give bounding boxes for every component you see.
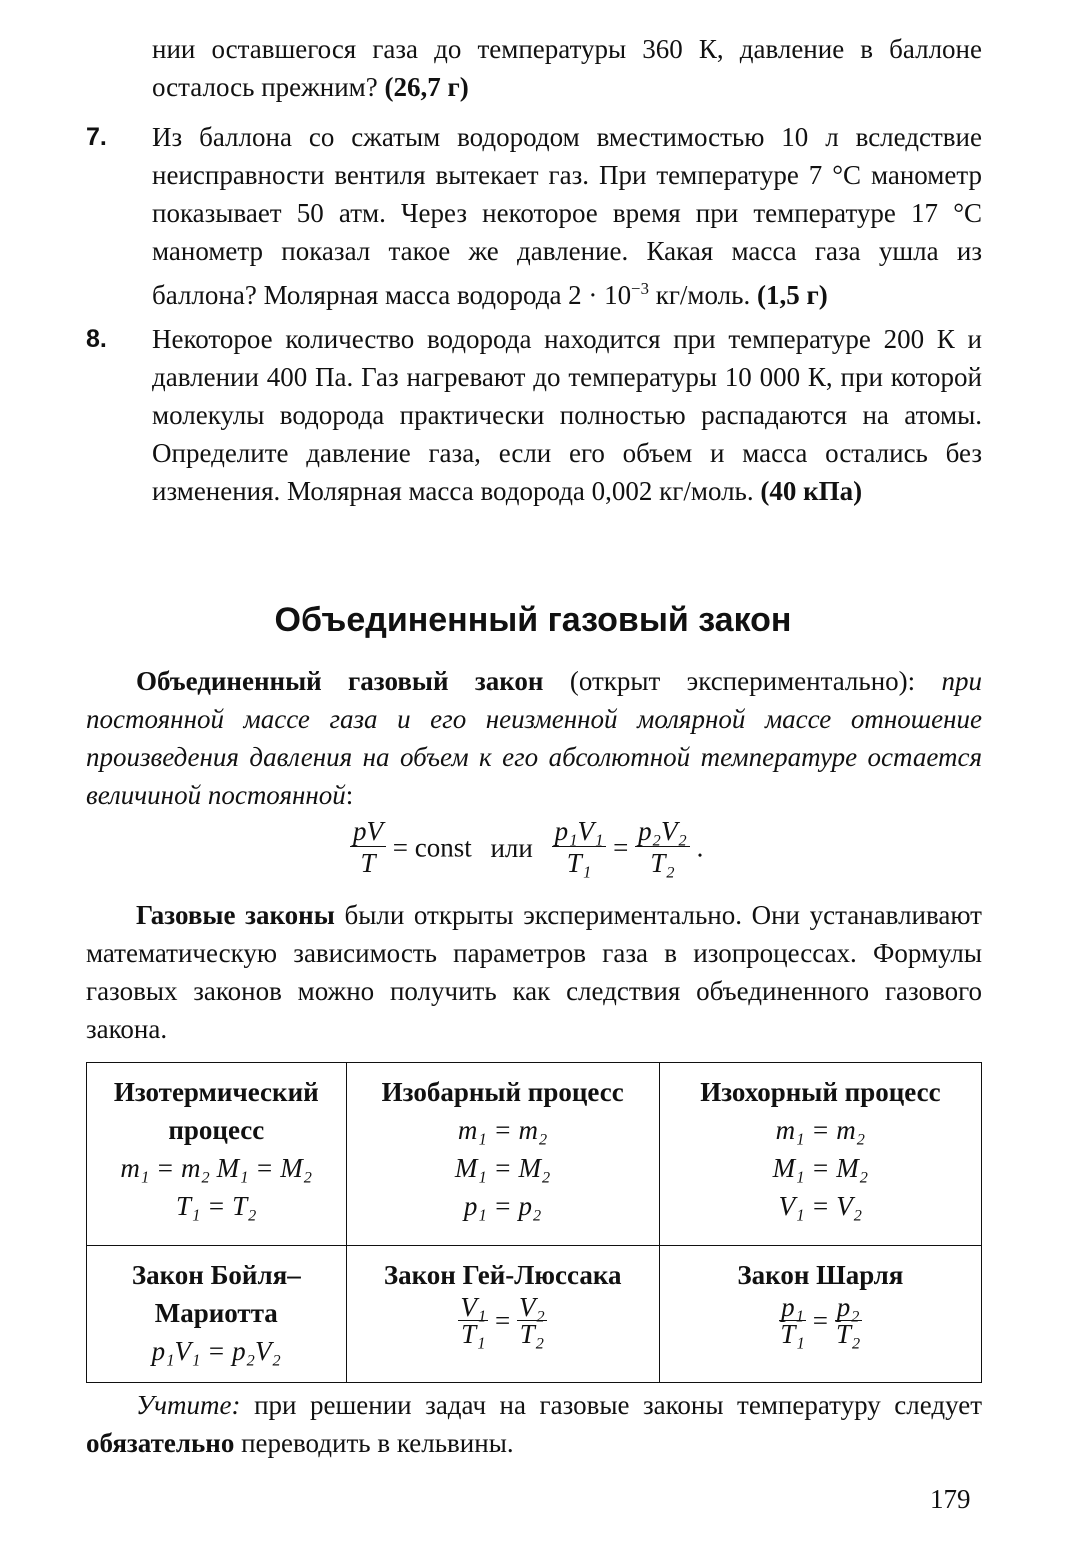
law-definition [86,662,982,814]
equals-sign: = [812,1305,829,1336]
problem-answer: (40 кПа) [760,476,863,506]
numerator: p₁V₁ [552,816,607,847]
numerator: p₁ [781,1292,805,1322]
combined-gas-law-formula [0,816,1066,892]
formula-period: . [696,832,704,863]
definition-italic: при постоянной массе газа и его неизменной молярной массе отношение произведения давления на объем к его абсолютной температуре остается величиной постоянной [86,666,983,810]
fraction-p1v1-t1 [552,816,607,879]
isochoric-cell [659,1063,981,1246]
note-text: при решении задач на газовые законы температуру следует [240,1390,982,1420]
law-formula: p₁V₁ = p₂V₂ [151,1336,281,1366]
numerator: p₂V₂ [635,816,690,847]
table-row [87,1063,982,1246]
note-text: переводить в кельвины. [234,1428,514,1458]
note-label: Учтите: [136,1390,241,1420]
process-condition: M₁ = M₂ [772,1153,869,1183]
process-condition: m₁ = m₂ M₁ = M₂ [120,1153,313,1183]
gas-laws-term: Газовые законы [136,900,335,930]
fraction [458,1294,488,1347]
law-title: Закон Гей-Люссака [383,1260,622,1290]
fraction-p2v2-t2 [635,816,690,879]
gay-lussac-cell [346,1246,659,1383]
denominator: T₂ [650,848,675,878]
denominator: T₂ [519,1319,545,1349]
page-number: 179 [930,1484,971,1514]
exponent: −3 [631,279,649,298]
fraction [517,1294,547,1347]
denominator: T₂ [836,1319,861,1349]
equals-sign: = [613,832,629,863]
fraction-pv-t [350,816,386,879]
problem-text-part: кг/моль. [648,280,757,311]
section-heading: Объединенный газовый закон [274,601,792,639]
definition-end: : [345,780,354,810]
process-title: Изотермический процесс [113,1077,319,1145]
gas-laws-table [86,1062,982,1383]
denominator: T₁ [780,1319,805,1349]
numerator: V₂ [519,1292,545,1322]
law-title: Закон Шарля [737,1260,904,1290]
process-condition: m₁ = m₂ [457,1115,548,1145]
problem-text-part: Из баллона со сжатым водородом вместимостью 10 л вследствие неисправности вентиля вытекает газ. При температуре 7 °С манометр показывает 50 атм. Через некоторое время при температуре 17 °С манометр показал такое же давление. Какая масса газа ушла из баллона? Молярная масса водорода 2 · 10 [152,122,982,311]
fraction [835,1294,862,1347]
gas-laws-paragraph [86,896,982,1048]
definition-paren: (открыт экспериментально): [543,666,942,696]
process-condition: p₁ = p₂ [463,1191,542,1221]
numerator: V₁ [460,1292,487,1322]
problem-number: 8. [86,325,107,353]
gas-laws-text: были открыты экспериментально. Они устанавливают математическую зависимость параметров газа в изопроцессах. Формулы газовых законов можно получить как следствия объединенного газового закона. [86,900,982,1044]
equals-sign: = [495,1305,511,1336]
problem-8 [86,320,982,510]
definition-term: Объединенный газовый закон [136,666,544,696]
or-label: или [490,832,533,863]
process-condition: V₁ = V₂ [778,1191,863,1221]
note-emphasis: обязательно [86,1428,235,1458]
process-condition: M₁ = M₂ [454,1153,551,1183]
problem-7 [86,118,982,314]
problem-text [152,320,982,510]
fraction [779,1294,806,1347]
note-paragraph [86,1386,982,1462]
numerator: pV [350,816,386,847]
process-condition: m₁ = m₂ [775,1115,866,1145]
boyle-mariotte-cell [87,1246,347,1383]
denominator: T₁ [461,1319,486,1349]
isothermal-cell [87,1063,347,1246]
problem-number: 7. [86,123,107,151]
law-formula [353,1294,653,1347]
denominator: T₁ [566,848,592,878]
charles-cell [659,1246,981,1383]
law-title: Закон Бойля–Мариотта [131,1260,301,1328]
const-label: = const [392,832,472,863]
process-title: Изохорный процесс [700,1077,941,1107]
table-row [87,1246,982,1383]
numerator: p₂ [836,1292,860,1322]
problem-text [152,118,982,314]
isobaric-cell [346,1063,659,1246]
process-title: Изобарный процесс [381,1077,624,1107]
problem-answer: (1,5 г) [756,280,828,311]
problem-text-part: Некоторое количество водорода находится при температуре 200 К и давлении 400 Па. Газ нагревают до температуры 10 000 К, при которой молекулы водорода практически полностью распадаются на атомы. Определите давление газа, если его объем и масса остались без изменения. Молярная масса водорода 0,002 кг/моль. [152,324,982,506]
continuation-text: нии оставшегося газа до температуры 360 К, давление в баллоне осталось прежним? [152,34,982,102]
problem-6-continuation [152,30,982,106]
process-condition: T₁ = T₂ [176,1191,257,1221]
denominator: T [360,848,376,878]
continuation-answer: (26,7 г) [384,72,469,102]
law-formula [666,1294,975,1347]
